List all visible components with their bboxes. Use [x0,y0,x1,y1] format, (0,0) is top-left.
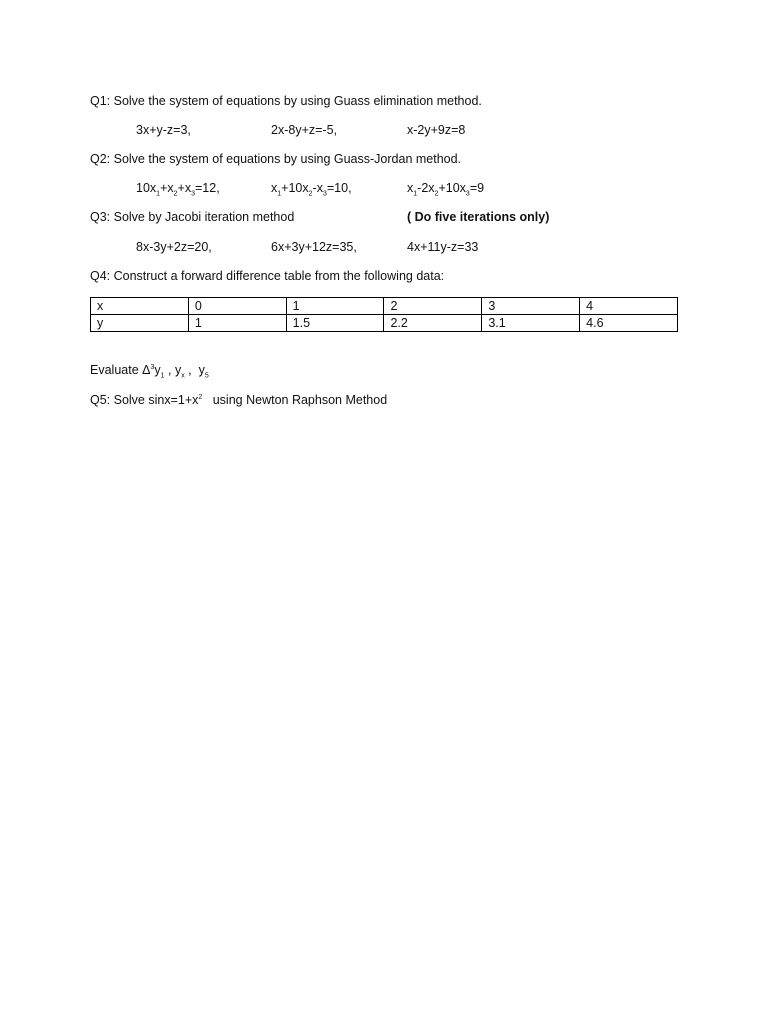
table-cell: x [91,298,189,315]
q3-note: ( Do five iterations only) [407,210,550,224]
table-cell: 2 [384,298,482,315]
table-cell: 4.6 [580,315,678,332]
difference-data-table [90,297,678,332]
q2-question: Q2: Solve the system of equations by using Guass-Jordan method. [90,152,462,166]
table-row-y [91,315,678,332]
table-cell: 1 [286,298,384,315]
q1-question: Q1: Solve the system of equations by using Guass elimination method. [90,94,482,108]
q3-question: Q3: Solve by Jacobi iteration method [90,210,295,224]
q1-equation-1: 3x+y-z=3, [136,123,191,137]
q3-equation-3: 4x+11y-z=33 [407,240,479,254]
q4-question: Q4: Construct a forward difference table from the following data: [90,269,445,283]
q2-equation-3: $x_1-2x_2+10x_3=9$ [407,181,485,198]
q1-equation-3: x-2y+9z=8 [407,123,466,137]
table-row-x [91,298,678,315]
q4-evaluate-line: Evaluate $\Delta^3y_1$ , $y_x$ , $y_5$ [90,363,209,380]
table-cell: 3.1 [482,315,580,332]
table-cell: 1.5 [286,315,384,332]
table-cell: y [91,315,189,332]
q2-equation-2: $x_1+10x_2-x_3=10$, [271,181,352,198]
table-cell: 3 [482,298,580,315]
q3-equation-2: 6x+3y+12z=35, [271,240,357,254]
table-cell: 4 [580,298,678,315]
table-cell: 0 [188,298,286,315]
q1-equation-2: 2x-8y+z=-5, [271,123,338,137]
q5-question: Q5: Solve $\sin x=1+x^2$ using Newton Raphson Method [90,393,388,407]
q3-equation-1: 8x-3y+2z=20, [136,240,212,254]
q2-equation-1: $10x_1+x_2+x_3=12$, [136,181,220,198]
table-cell: 2.2 [384,315,482,332]
table-cell: 1 [188,315,286,332]
